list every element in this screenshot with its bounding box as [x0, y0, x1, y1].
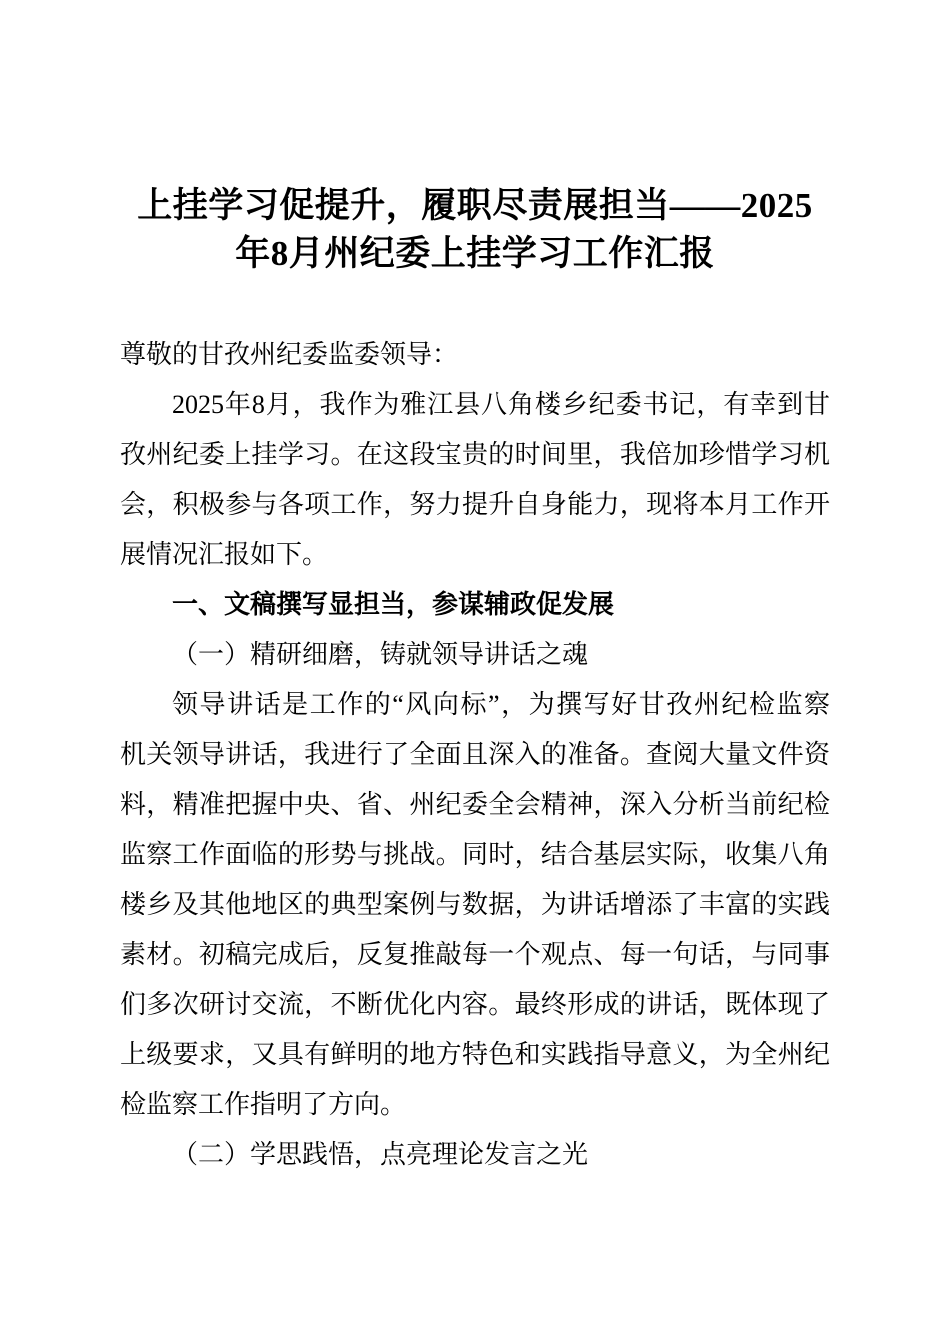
- title-line-2: 年8月州纪委上挂学习工作汇报: [235, 234, 715, 273]
- title-line-1: 上挂学习促提升，履职尽责展担当——2025: [137, 186, 813, 225]
- subsection-heading-1-2: （二）学思践悟，点亮理论发言之光: [172, 1140, 589, 1169]
- paragraph-line: 领导讲话是工作的“风向标”，为撰写好甘孜州纪检监察: [172, 690, 830, 719]
- document-body: [120, 330, 830, 1180]
- paragraph-line: 2025年8月，我作为雅江县八角楼乡纪委书记，有幸到甘: [172, 390, 830, 419]
- paragraph-line: 检监察工作指明了方向。: [120, 1090, 407, 1119]
- paragraph-line: 楼乡及其他地区的典型案例与数据，为讲话增添了丰富的实践: [120, 890, 830, 919]
- salutation: 尊敬的甘孜州纪委监委领导：: [120, 340, 459, 369]
- paragraph-line: 上级要求，又具有鲜明的地方特色和实践指导意义，为全州纪: [120, 1040, 830, 1069]
- document-title: [0, 182, 950, 278]
- paragraph-line: 机关领导讲话，我进行了全面且深入的准备。查阅大量文件资: [120, 740, 830, 769]
- paragraph-line: 会，积极参与各项工作，努力提升自身能力，现将本月工作开: [120, 490, 830, 519]
- paragraph-line: 孜州纪委上挂学习。在这段宝贵的时间里，我倍加珍惜学习机: [120, 440, 830, 469]
- paragraph-line: 展情况汇报如下。: [120, 540, 329, 569]
- paragraph-line: 素材。初稿完成后，反复推敲每一个观点、每一句话，与同事: [120, 940, 830, 969]
- paragraph-line: 们多次研讨交流，不断优化内容。最终形成的讲话，既体现了: [120, 990, 830, 1019]
- paragraph-line: 监察工作面临的形势与挑战。同时，结合基层实际，收集八角: [120, 840, 830, 869]
- subsection-heading-1-1: （一）精研细磨，铸就领导讲话之魂: [172, 640, 589, 669]
- paragraph-line: 料，精准把握中央、省、州纪委全会精神，深入分析当前纪检: [120, 790, 830, 819]
- section-heading-1: 一、文稿撰写显担当，参谋辅政促发展: [172, 590, 615, 619]
